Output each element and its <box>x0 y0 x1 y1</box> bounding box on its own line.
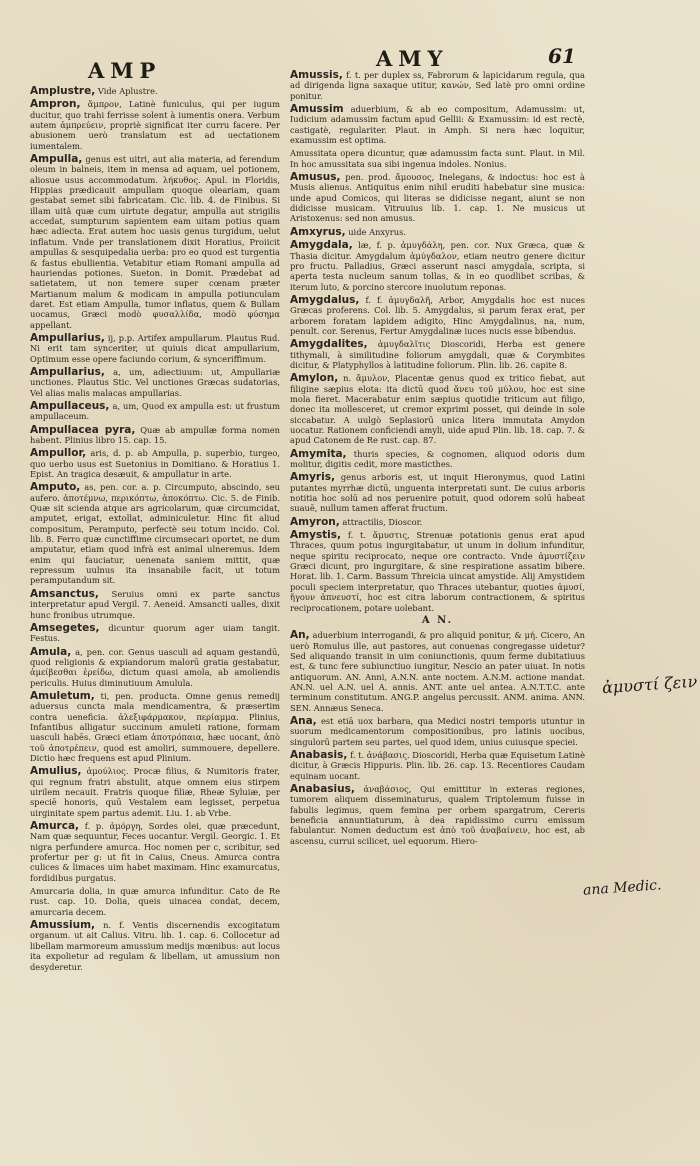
entry-text: a, um, Quod ex ampulla est: ut frustum ampullaceum. <box>30 400 280 422</box>
entry-headword: Amygdalus, <box>290 293 360 306</box>
entry-headword: Amuletum, <box>30 689 95 702</box>
running-head-center: AMY <box>376 46 449 71</box>
entry-text: thuris species, & cognomen, aliquod odoris dum molitur, digitis cedit, more masticthes. <box>290 448 585 470</box>
entry-text: ἀμούλιος. Procæ filius, & Numitoris frater, qui regnum fratri abstulit, atque omnem eius stirpem uirilem necauit. Fratris quoque filiæ, Rheæ Syluiæ, per speciē honoris, quū Vestalem eam legisset, perpetua uirginitate spem partus ademit. Liu. 1. ab Vrbe. <box>30 766 281 818</box>
entry-headword: Ampullarius, <box>30 365 105 378</box>
right-column <box>290 70 585 849</box>
entry-text: f. f. ἀμυγδαλῆ, Arbor, Amygdalis hoc est nuces Græcas proferens. Col. lib. 5. Amygdalus, si parum ferax erat, per arborem foratam lapidem adigito, Hinc Amygdalinus, na, num, penult. cor. Serenus, Fertur Amygdalinæ iuces nucis esse bibendus. <box>290 294 585 336</box>
entry-headword: Anabasius, <box>290 783 355 795</box>
dictionary-entry <box>290 104 585 145</box>
entry-headword: An, <box>290 629 310 642</box>
entry-headword: Amsegetes, <box>30 621 100 634</box>
dictionary-entry <box>290 530 585 613</box>
entry-headword: Amputo, <box>30 481 81 494</box>
dictionary-entry <box>290 227 585 237</box>
entry-text: ἄμπρον, Latinè funiculus, qui per iugum ducitur, quo trahi ferrisse solent à iumentis onera. Verbum autem ἀμπρεύειν, propriè significat iter curru facere. Per abusionem uerò translatum est ad uectationem iumentalem. <box>30 99 280 151</box>
running-head-left: AMP <box>88 58 162 83</box>
dictionary-entry <box>30 766 280 818</box>
entry-text: Seruius omni ex parte sanctus interpretatur apud Vergil. 7. Aeneid. Amsancti ualles, dixit hunc fronibus utrumque. <box>30 588 280 620</box>
dictionary-entry <box>290 517 585 527</box>
entry-headword: Amygdala, <box>290 239 353 252</box>
left-column <box>30 86 280 975</box>
entry-headword: Amusus, <box>290 171 341 184</box>
entry-text: n. f. Ventis discernendis excogitatum organum. ut ait Calius. Vitru. lib. 1. cap. 6. Collocetur ad libellam marmoreum amussium medijs mœnibus: aut locus ita expolietur ad regulam & libellam, ut amussium non desyderetur. <box>30 920 280 972</box>
dictionary-entry <box>290 172 585 224</box>
dictionary-entry <box>290 750 585 781</box>
entry-headword: Amussium, <box>30 919 96 932</box>
entry-text: aduerbium interrogandi, & pro aliquid ponitur, & μή. Cicero, An uerò Romulus ille, aut pastores, aut conuenas congregasse uidetur? Sed aliquando transit in uim coniunctionis, quum ferme dubitatiuus est, & tunc fere subiunctiuo iungitur, Nescio an pater uiuat. In notis antiquorum. AN. Anni, A.N.N. ante noctem. A.N.M. actione mandat. AN.N. uel A.N. uel A. annis. ANT. ante uel antea. A.N.T.T.C. ante terminum constitutum. ANG.P. angelus percussit. ANM. anima. ANN. SEN. Annæus Seneca. <box>290 630 586 713</box>
dictionary-entry <box>30 401 280 422</box>
entry-text: genus arboris est, ut inquit Hieronymus, quod Latini putantes myrrhæ dictū, unguenta interpretati sunt. De cuius arboris notitia hoc solū ad nos peruenire potuit, quod odorem solū habeat suauē, nullum tamen afferat fructum. <box>290 472 586 514</box>
entry-headword: Amurca, <box>30 820 80 833</box>
entry-headword: Ampulla, <box>30 153 83 166</box>
dictionary-entry <box>30 482 280 585</box>
dictionary-entry <box>30 691 280 763</box>
entry-headword: Amylon, <box>290 372 339 385</box>
entry-headword: Amystis, <box>290 529 342 542</box>
entry-text: est etiā uox barbara, qua Medici nostri temporis utuntur in suorum medicamentorum compositionibus, pro latinis uocibus, singulorū partem seu partes, uel quod idem, unius cuiusque speciei. <box>290 715 585 747</box>
entry-headword: Amyron, <box>290 515 340 528</box>
entry-text: aduerbium, & ab eo compositum, Adamussim: ut, Iudicium adamussim factum apud Gellii: & Examussim: id est rectè, castigatè, regulariter. Plaut. in Amph. Si nera hæc loquitur, examussim est optima. <box>290 104 585 146</box>
dictionary-entry <box>30 920 280 972</box>
dictionary-entry <box>30 425 280 446</box>
entry-text: attractilis, Dioscor. <box>342 516 423 527</box>
entry-text: a, pen. cor. Genus uasculi ad aquam gestandū, quod religionis & expiandorum malorū gratia gestabatur, ἀμείβεσθαι ἐρείδω, dictum quasi amola, ab amoliendis periculis. Huius diminutiuum Amulula. <box>30 646 281 688</box>
margin-handwritten-note: ἀμυστί ζειν <box>601 671 698 698</box>
section-heading <box>290 616 585 626</box>
entry-text: a, um, adiectiuum: ut, Ampullariæ unctiones. Plautus Stic. Vel unctiones Græcas sudatorias, Vel alias malis malacas ampullarias. <box>30 366 280 398</box>
entry-text: Vide Aplustre. <box>97 86 158 96</box>
entry-text: f. p. ἀμόργη, Sordes olei, quæ præcedunt, Nam quæ sequuntur, Feces uocantur. Vergil. Georgic. 1. Et nigra perfundere amurca. Hoc nomen per c, scribitur, sed profertur per g: ut fit in Caius, Cneus. Amurca contra culices & limaces uim habet maximam. Hinc examurcatus, fordidibus purgatus. <box>30 821 280 883</box>
margin-handwritten-note: ana Medic. <box>582 877 662 899</box>
entry-headword: Amxyrus, <box>290 225 346 238</box>
entry-headword: Amplustre, <box>30 85 96 97</box>
entry-text: as, pen. cor. a. p. Circumputo, abscindo, seu aufero. ἀποτέμνω, περικόπτω, ἀποκόπτω. Cic. 5. de Finib. Quæ sit scienda atque ars agricolarum, quæ circumcidat, amputet, erigat, extollat, adminiculetur. Hinc fit aliud compositum, Peramputo, perfectè seu totum incido. Col. lib. 8. Ferro quæ cunctiffime circumsecari oportet, ne dum amputatur, etiam quod infrà est animal ulneremus. Idem enim qui fauciatur, uenenata saniem mittit, quæ repressum uulnus ita insanabile facit, ut totum peramputandum sit. <box>30 482 280 586</box>
page-number: 61 <box>548 44 576 68</box>
entry-text: ἀμυγδαλῖτις Dioscoridi, Herba est genere tithymali, à similitudine foliorum amygdali, quæ & Corymbites dicitur, & Platyphyllos à latitudine foliorum. Plin. lib. 26. capite 8. <box>290 339 585 370</box>
entry-text: Quæ ab ampullæ forma nomen habent. Plinius libro 15. cap. 15. <box>30 424 280 445</box>
entry-headword: Amsanctus, <box>30 587 99 600</box>
dictionary-entry <box>30 367 280 398</box>
dictionary-entry <box>30 333 280 364</box>
entry-text: ἀναβάσιος, Qui emittitur in exteras regiones, tumorem aliquem disseminaturus, qualem Triptolemum fuisse in fabulis legimus, quem femina per orbem spargatrum, Cereris beneficia annuntiaturum, à dea rapidissimo curru emissum fabulantur. Nomen deductum est ἀπὸ τοῦ ἀναβαίνειν, hoc est, ab ascensu, currui scilicet, uel equorum. Hiero- <box>290 784 585 846</box>
entry-text: Amussitata opera dicuntur, quæ adamussim facta sunt. Plaut. in Mil. In hoc amussitata sua sibi ingenua indoles. Nonius. <box>290 148 585 169</box>
entry-headword: Anabasis, <box>290 748 348 761</box>
entry-headword: Amulius, <box>30 765 82 778</box>
entry-text: dicuntur quorum ager uiam tangit. Festus. <box>30 622 281 644</box>
dictionary-entry <box>290 148 585 169</box>
dictionary-entry <box>290 784 585 846</box>
dictionary-entry <box>290 449 585 470</box>
entry-text: pen. prod. ἄμουσος, Inelegans, & indoctus: hoc est à Musis alienus. Antiquitus enim nihil eruditi habebatur sine musica: unde apud Comicos, qui literas se didicisse negant, aiunt se non didicisse musicam. Vitruuius lib. 1. cap. 1. Ne musicus ut Aristoxenus: sed non amusus. <box>290 172 585 224</box>
dictionary-entry <box>30 99 280 151</box>
entry-headword: Amyris, <box>290 471 335 484</box>
section-letter-text: A N. <box>421 614 454 626</box>
entry-headword: Ampullor, <box>30 447 87 460</box>
entry-text: f. t. per duplex ss, Fabrorum & lapicidarum regula, qua ad dirigenda ligna saxaque utitur, κανών, Sed latè pro omni ordine ponitur. <box>290 70 585 101</box>
dictionary-entry <box>30 448 280 479</box>
entry-headword: Ampullaceus, <box>30 399 110 412</box>
entry-text: ti, pen. producta. Omne genus remedij aduersus cuncta mala mendicamentra, & præsertim contra ueneficia. ἀλεξιφάρμακον, περίαμμα. Plinius, Infantibus alligatur succinum amuleti ratione, formam uasculi habēs. Græci etiam ἀποτρόπαια, hæc uocant, ἀπὸ τοῦ ἀποτρέπειν, quod est amoliri, summouere, depellere. Dictio hæc frequens est apud Plinium. <box>30 690 280 763</box>
entry-text: genus est uitri, aut alia materia, ad ferendum oleum in balneis, item in mensa ad aquam, uel potionem, aliosue usus accommodatum. λήκυθος. Apul. in Floridis, Hippias prædicauit ampullam quoque oleariam, quam gestabat semet sibi fabricatam. Cic. lib. 4. de Finibus. Si illam uitâ quæ cum uirtute degatur, ampulla aut strigilis accedat, sumpturum sapientem eam uitam potius quam hæc adiecta. Erat autem hoc uasis genus turgidum, uelut inflatum. Vnde per translationem dixit Horatius, Proiicit ampullas & sesquipedalia uerba: pro eo quod est turgentia & fastus ebullientia. Vetabitur etiam Romani ampulla ad hauriendas potiones. Sueton. in Domit. Prædebat ad satietatem, ut non temere super cœnam præter Martianum malum & modicam in ampulla potiunculam daret. Est etiam Ampulla, tumor inflatus, quem & Bullam uocamus, Græci modò φυσαλλίδα, modò φύσημα appellant. <box>30 154 280 330</box>
dictionary-entry <box>290 339 585 370</box>
dictionary-entry <box>30 589 280 620</box>
dictionary-entry <box>290 240 585 292</box>
entry-text: læ, f. p. ἀμυγδάλη, pen. cor. Nux Græca, quæ & Thasia dicitur. Amygdalum ἀμύγδαλον, etiam neutro genere dicitur pro fructu. Palladius, Græci asserunt nasci amygdala, scripta, si aperta testa nucleum sanum tollas, & in eo quodlibet scribas, & iterum luto, & porcino stercore inuolutum reponas. <box>290 240 586 292</box>
entry-text: f. t. ἀνάβασις. Dioscoridi, Herba quæ Equisetum Latinè dicitur, à Græcis Hippuris. Plin. lib. 26. cap. 13. Recentiores Caudam equinam uocant. <box>290 749 585 781</box>
entry-text: f. t. ἄμυστις, Strenuæ potationis genus erat apud Thraces, quum potus ingurgitabatur, ut unum in dolium infunditur, neque spiritu reciprocato, neque ore contracto. Vnde ἀμυστίζειν Græci dicunt, pro ingurgitare, & sine respiratione assatim bibere. Horat. lib. 1. Carm. Bassum Threicia uincat amystide. Alij Amystidem poculi speciem interpretatur, quo Thraces utebantur, quoties ἀμυσί, ἤγουν ἀπνευστί, hoc est citra laborum contractionem, & spiritus reciprocationem, potare uolebant. <box>290 530 585 613</box>
dictionary-entry <box>290 472 585 513</box>
entry-headword: Ampron, <box>30 98 81 111</box>
dictionary-entry <box>30 623 280 644</box>
dictionary-entry <box>30 647 280 688</box>
dictionary-entry <box>290 295 585 336</box>
entry-text: ij, p.p. Artifex ampullarum. Plautus Rud. Ni erit tam synceriter, ut quiuis dicat ampullarium, Optimum esse opere faciundo corium, & synceriffimum. <box>30 332 280 364</box>
entry-headword: Ampullarius, <box>30 331 105 344</box>
entry-headword: Amussis, <box>290 69 343 81</box>
dictionary-entry <box>290 70 585 101</box>
entry-text: uide Anxyrus. <box>348 226 406 237</box>
entry-headword: Amygdalites, <box>290 338 368 351</box>
dictionary-entry <box>30 154 280 330</box>
entry-headword: Amula, <box>30 645 72 658</box>
dictionary-entry <box>290 716 585 747</box>
entry-headword: Amymita, <box>290 447 347 460</box>
entry-headword: Ampullacea pyra, <box>30 423 136 436</box>
dictionary-entry <box>290 630 585 713</box>
dictionary-entry <box>30 886 280 917</box>
entry-text: n. ἄμυλον, Placentæ genus quod ex tritico fiebat, aut filigine sæpius elota: ita dictū quod ἄνευ τοῦ μύλου, hoc est sine mola fieret. Macerabatur enim sæpius quotidie triticum aut filigo, donec ita mollesceret, ut cremor exprimi posset, qui deinde in sole siccabatur. A uulgò Seplasiorū unica litera immutata Amydon uocatur. Rationem conficiendi amyli, uide apud Plin. lib. 18. cap. 7. & apud Catonem de Re rust. cap. 87. <box>290 373 586 446</box>
entry-headword: Ana, <box>290 714 317 727</box>
dictionary-entry <box>290 373 585 445</box>
entry-text: Amurcaria dolia, in quæ amurca infunditur. Cato de Re rust. cap. 10. Dolia, queis uinacea condat, decem, amurcaria decem. <box>30 886 280 917</box>
dictionary-entry <box>30 86 280 96</box>
entry-headword: Amussim <box>290 103 344 116</box>
entry-text: aris, d. p. ab Ampulla, p. superbio, turgeo, quo uerbo usus est Suetonius in Domitiano. & Horatius 1. Epist. An tragica desæuit, & ampullatur in arte. <box>30 448 280 480</box>
dictionary-entry <box>30 821 280 883</box>
